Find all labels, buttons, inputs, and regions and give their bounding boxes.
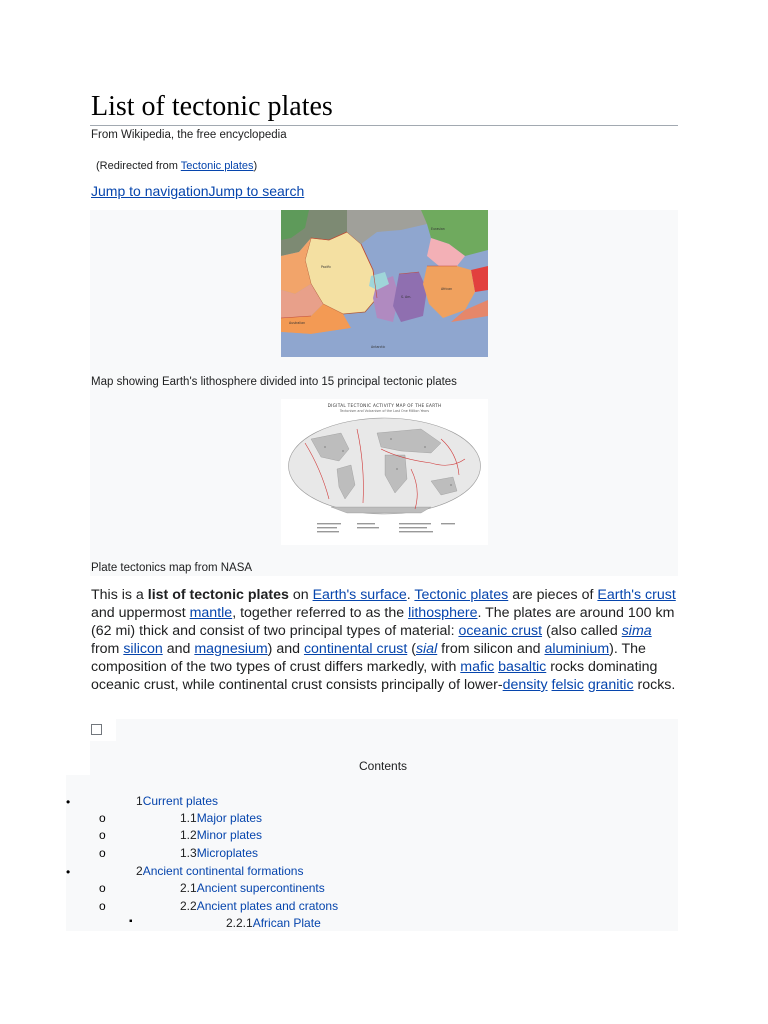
toc-item-microplates[interactable] — [180, 846, 258, 860]
intro-text: , together referred to as the — [232, 605, 409, 621]
redirect-notice — [96, 160, 257, 172]
intro-paragraph — [91, 586, 681, 694]
page-title: List of tectonic plates — [91, 91, 333, 122]
title-divider — [90, 125, 678, 126]
link-basaltic[interactable]: basaltic — [498, 659, 547, 675]
toc-number: 1.3 — [180, 846, 197, 860]
redirect-source-link[interactable]: Tectonic plates — [180, 160, 254, 172]
toc-link[interactable]: Microplates — [196, 846, 259, 860]
toc-item-ancient-supercontinents[interactable] — [180, 881, 325, 895]
svg-text:Australian: Australian — [289, 321, 306, 325]
toc-item-major-plates[interactable] — [180, 811, 262, 825]
link-continental-crust[interactable]: continental crust — [303, 641, 408, 657]
intro-text: and — [162, 641, 195, 657]
toc-number: 2.1 — [180, 881, 197, 895]
toc-number: 1.1 — [180, 811, 197, 825]
link-oceanic-crust[interactable]: oceanic crust — [458, 623, 543, 639]
map-title: DIGITAL TECTONIC ACTIVITY MAP OF THE EARTH — [327, 403, 442, 408]
intro-text: . — [406, 587, 415, 603]
toc-title: Contents — [359, 759, 408, 773]
intro-text: (also called — [542, 623, 622, 639]
intro-text: rocks. — [633, 677, 676, 693]
link-silicon[interactable]: silicon — [123, 641, 163, 657]
svg-text:Pacific: Pacific — [321, 265, 332, 269]
toc-item-current-plates[interactable] — [136, 794, 218, 808]
tectonic-plates-map[interactable] — [281, 210, 488, 357]
table-of-contents — [90, 719, 678, 931]
toc-item-ancient-continental-formations[interactable] — [136, 864, 303, 878]
intro-text: from — [91, 641, 124, 657]
toc-bullet-square: ▪ — [129, 916, 133, 927]
figure-caption-plates: Map showing Earth's lithosphere divided into 15 principal tectonic plates — [91, 376, 457, 388]
toc-bullet-circle: o — [99, 846, 106, 860]
link-aluminium[interactable]: aluminium — [544, 641, 610, 657]
link-felsic[interactable]: felsic — [551, 677, 584, 693]
toc-link[interactable]: Ancient supercontinents — [196, 881, 325, 895]
jump-to-search-link[interactable]: Jump to search — [208, 183, 305, 199]
site-tagline: From Wikipedia, the free encyclopedia — [91, 129, 287, 141]
toc-bullet-circle: o — [99, 899, 106, 913]
toc-link[interactable]: Major plates — [196, 811, 263, 825]
svg-text:Eurasian: Eurasian — [431, 227, 445, 231]
link-tectonic-plates[interactable]: Tectonic plates — [414, 587, 509, 603]
toc-bullet-disc: • — [66, 795, 71, 809]
toc-bullet-circle: o — [99, 811, 106, 825]
toc-item-ancient-plates-and-cratons[interactable] — [180, 899, 338, 913]
link-sima[interactable]: sima — [621, 623, 652, 639]
toc-link[interactable]: Ancient continental formations — [142, 864, 304, 878]
toc-item-african-plate[interactable] — [226, 916, 321, 930]
link-magnesium[interactable]: magnesium — [194, 641, 268, 657]
svg-text:Antarctic: Antarctic — [371, 345, 386, 349]
toc-number: 2.2 — [180, 899, 197, 913]
toc-number: 2 — [136, 864, 143, 878]
link-granitic[interactable]: granitic — [587, 677, 634, 693]
toc-link[interactable]: Current plates — [142, 794, 219, 808]
toc-number: 2.2.1 — [226, 916, 253, 930]
redirect-prefix: (Redirected from — [96, 160, 181, 172]
intro-bold-term: list of tectonic plates — [147, 587, 289, 603]
map-subtitle: Tectonism and Volcanism of the Last One Million Years — [339, 409, 430, 413]
intro-text: . The plates are around 100 km (62 mi) thick and consist of two principal types of material: — [91, 605, 675, 639]
toc-link[interactable]: Ancient plates and cratons — [196, 899, 339, 913]
toc-item-minor-plates[interactable] — [180, 828, 262, 842]
link-sial[interactable]: sial — [415, 641, 438, 657]
figure-caption-nasa: Plate tectonics map from NASA — [91, 562, 253, 574]
toc-link[interactable]: Minor plates — [196, 828, 263, 842]
intro-text: rocks dominating oceanic crust, while continental crust consists principally of lower- — [91, 659, 658, 693]
jump-to-navigation-link[interactable]: Jump to navigation — [91, 183, 209, 199]
nasa-tectonic-activity-map[interactable] — [281, 399, 488, 545]
toc-link[interactable]: African Plate — [252, 916, 321, 930]
link-mantle[interactable]: mantle — [189, 605, 233, 621]
link-mafic[interactable]: mafic — [460, 659, 495, 675]
toc-number: 1 — [136, 794, 143, 808]
intro-text: on — [288, 587, 313, 603]
intro-text: ). The composition of the two types of crust differs markedly, with — [91, 641, 646, 675]
intro-text: are pieces of — [508, 587, 598, 603]
toc-toggle-checkbox[interactable] — [91, 724, 102, 735]
intro-text: and uppermost — [91, 605, 190, 621]
toc-bullet-disc: • — [66, 865, 71, 879]
intro-text: ( — [407, 641, 416, 657]
intro-text: ) and — [267, 641, 304, 657]
link-lithosphere[interactable]: lithosphere — [408, 605, 478, 621]
link-earths-crust[interactable]: Earth's crust — [597, 587, 676, 603]
svg-text:African: African — [441, 287, 453, 291]
jump-links — [91, 183, 304, 199]
toc-bullet-circle: o — [99, 828, 106, 842]
toc-bullet-circle: o — [99, 881, 106, 895]
redirect-suffix: ) — [253, 160, 258, 172]
toc-number: 1.2 — [180, 828, 197, 842]
link-density[interactable]: density — [502, 677, 548, 693]
intro-text: from silicon and — [437, 641, 545, 657]
link-earths-surface[interactable]: Earth's surface — [312, 587, 407, 603]
svg-text:S. Am.: S. Am. — [401, 295, 412, 299]
intro-text: This is a — [91, 587, 148, 603]
